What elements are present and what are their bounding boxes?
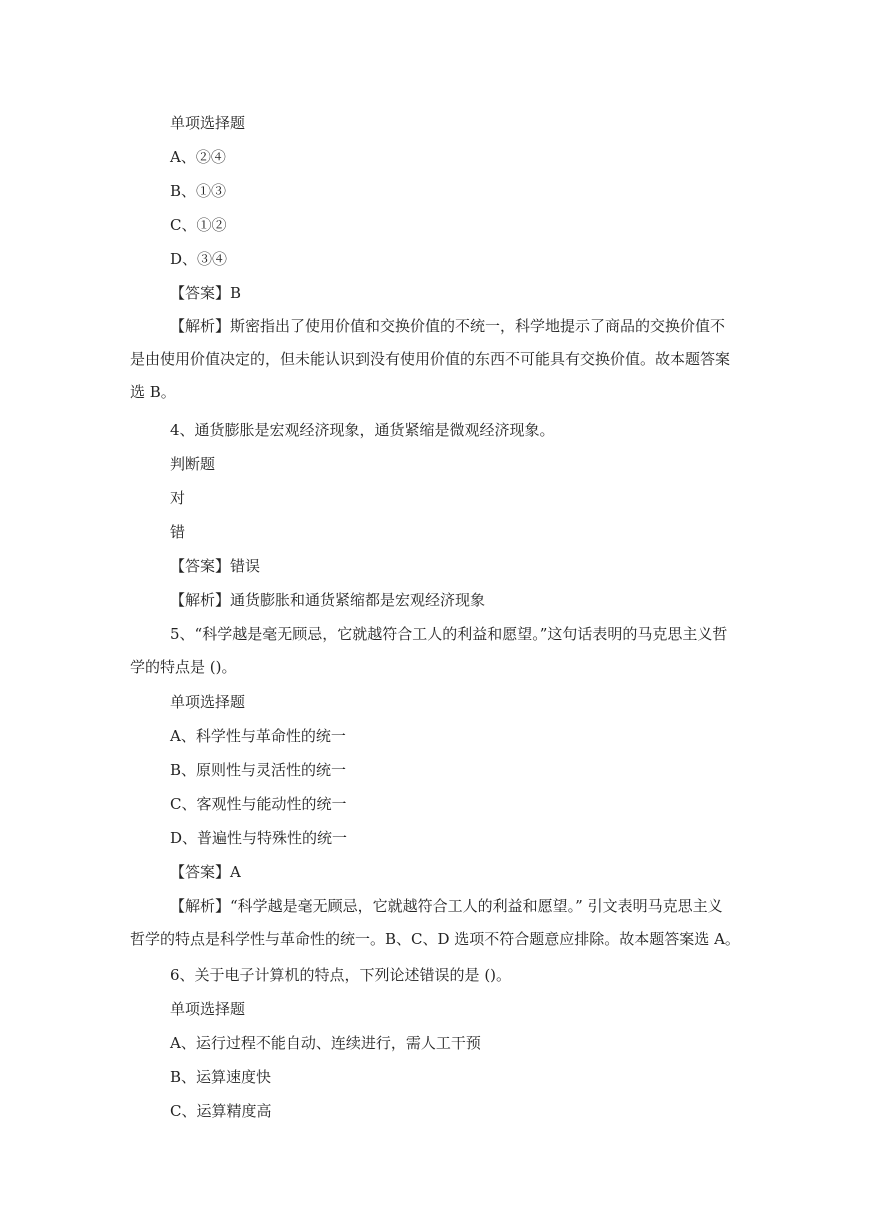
q5-option-c: C、客观性与能动性的统一 xyxy=(170,795,347,813)
q5-analysis-line-1: 【解析】“科学越是毫无顾忌，它就越符合工人的利益和愿望。” 引文表明马克思主义 xyxy=(170,897,723,915)
q5-stem-line-2: 学的特点是 ()。 xyxy=(130,658,237,676)
q4-option-false: 错 xyxy=(170,523,186,541)
q5-stem xyxy=(130,618,740,684)
q5-option-d: D、普遍性与特殊性的统一 xyxy=(170,829,348,847)
q6-option-c: C、运算精度高 xyxy=(170,1102,272,1120)
q3-analysis-line-2: 是由使用价值决定的，但未能认识到没有使用价值的东西不可能具有交换价值。故本题答案 xyxy=(130,350,731,368)
q4-answer: 【答案】错误 xyxy=(170,557,261,575)
q4-option-true: 对 xyxy=(170,489,186,507)
q6-type: 单项选择题 xyxy=(170,1000,246,1018)
q3-answer: 【答案】B xyxy=(170,284,242,302)
q5-answer: 【答案】A xyxy=(170,863,241,881)
q3-option-a: A、②④ xyxy=(170,148,226,166)
q6-option-b: B、运算速度快 xyxy=(170,1068,272,1086)
q3-analysis xyxy=(130,310,740,409)
q6-stem: 6、关于电子计算机的特点，下列论述错误的是 ()。 xyxy=(170,966,512,984)
q5-option-a: A、科学性与革命性的统一 xyxy=(170,727,346,745)
q3-analysis-line-3: 选 B。 xyxy=(130,383,176,401)
q5-analysis-line-2: 哲学的特点是科学性与革命性的统一。B、C、D 选项不符合题意应排除。故本题答案选 A。 xyxy=(130,930,740,948)
q5-option-b: B、原则性与灵活性的统一 xyxy=(170,761,347,779)
q5-type: 单项选择题 xyxy=(170,693,246,711)
q4-type: 判断题 xyxy=(170,455,216,473)
q3-option-b: B、①③ xyxy=(170,182,227,200)
q3-option-d: D、③④ xyxy=(170,250,228,268)
q3-type: 单项选择题 xyxy=(170,114,246,132)
q6-option-a: A、运行过程不能自动、连续进行，需人工干预 xyxy=(170,1034,481,1052)
q3-analysis-line-1: 【解析】斯密指出了使用价值和交换价值的不统一，科学地提示了商品的交换价值不 xyxy=(170,317,726,335)
q4-stem: 4、通货膨胀是宏观经济现象，通货紧缩是微观经济现象。 xyxy=(170,421,555,439)
q5-analysis xyxy=(130,890,740,956)
q4-analysis: 【解析】通货膨胀和通货紧缩都是宏观经济现象 xyxy=(170,591,486,609)
q3-option-c: C、①② xyxy=(170,216,227,234)
q5-stem-line-1: 5、“科学越是毫无顾忌，它就越符合工人的利益和愿望。”这句话表明的马克思主义哲 xyxy=(170,625,728,643)
